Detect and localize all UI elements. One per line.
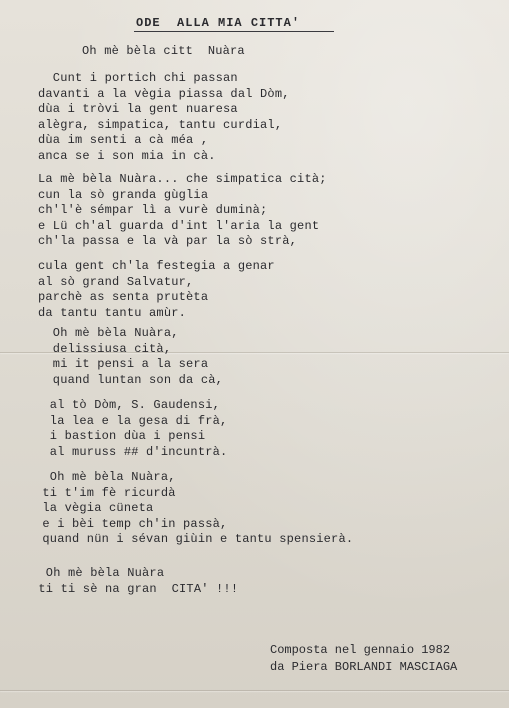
verse-line: al sò grand Salvatur, bbox=[38, 274, 194, 289]
stanza-3 bbox=[38, 259, 275, 321]
verse-line: davanti a la vègia piassa dal Dòm, bbox=[38, 86, 290, 101]
verse-line: la lea e la gesa di frà, bbox=[35, 413, 228, 428]
verse-line: ch'l'è sémpar lì a vurè duminà; bbox=[38, 203, 268, 218]
verse-line: Oh mè bèla Nuàra, bbox=[38, 326, 179, 340]
stanza-1 bbox=[38, 71, 290, 165]
verse-line: la vègia cüneta bbox=[35, 501, 154, 516]
verse-line: ti ti sè na gran CITA' !!! bbox=[31, 581, 239, 596]
verse-line: quand nün i sévan giùin e tantu spensierà. bbox=[35, 532, 354, 547]
verse-line: dùa im senti a cà méa , bbox=[38, 133, 209, 148]
verse-line: ch'la passa e la và par la sò strà, bbox=[38, 234, 298, 249]
signature-block bbox=[270, 642, 457, 676]
stanza-4 bbox=[38, 326, 223, 388]
verse-line: al tò Dòm, S. Gaudensi, bbox=[35, 398, 221, 412]
stanza-5 bbox=[35, 398, 227, 460]
verse-line: cun la sò granda gùglia bbox=[38, 187, 209, 202]
verse-line: Oh mè bèla Nuàra, bbox=[35, 470, 176, 484]
stanza-7 bbox=[31, 566, 238, 597]
verse-line: quand luntan son da cà, bbox=[38, 372, 224, 387]
verse-line: e i bèi temp ch'in passà, bbox=[35, 516, 228, 531]
verse-line: alègra, simpatica, tantu curdial, bbox=[38, 117, 283, 132]
poem-title: ODE ALLA MIA CITTA' bbox=[136, 16, 301, 30]
verse-line: La mè bèla Nuàra... che simpatica cità; bbox=[38, 172, 327, 186]
verse-line: al muruss ## d'incuntrà. bbox=[35, 444, 228, 459]
verse-line: e Lü ch'al guarda d'int l'aria la gent bbox=[38, 218, 320, 233]
paper-fold-line bbox=[0, 690, 509, 691]
verse-line: dùa i tròvi la gent nuaresa bbox=[38, 102, 238, 117]
stanza-6 bbox=[35, 470, 353, 548]
verse-line: Cunt i portich chi passan bbox=[38, 71, 238, 85]
verse-line: mi it pensi a la sera bbox=[38, 357, 209, 372]
poem-dedication: Oh mè bèla citt Nuàra bbox=[82, 44, 245, 58]
verse-line: delissiusa cità, bbox=[38, 341, 172, 356]
verse-line: parchè as senta prutèta bbox=[38, 290, 209, 305]
verse-line: da tantu tantu amùr. bbox=[38, 305, 187, 320]
verse-line: anca se i son mia in cà. bbox=[38, 148, 216, 163]
verse-line: cula gent ch'la festegia a genar bbox=[38, 259, 275, 273]
verse-line: ti t'im fè ricurdà bbox=[35, 485, 176, 500]
stanza-2 bbox=[38, 172, 327, 250]
title-underline bbox=[134, 31, 334, 32]
verse-line: Oh mè bèla Nuàra bbox=[31, 566, 165, 580]
composition-date: Composta nel gennaio 1982 bbox=[270, 643, 451, 657]
verse-line: i bastion dùa i pensi bbox=[35, 429, 206, 444]
author-name: da Piera BORLANDI MASCIAGA bbox=[270, 660, 458, 674]
